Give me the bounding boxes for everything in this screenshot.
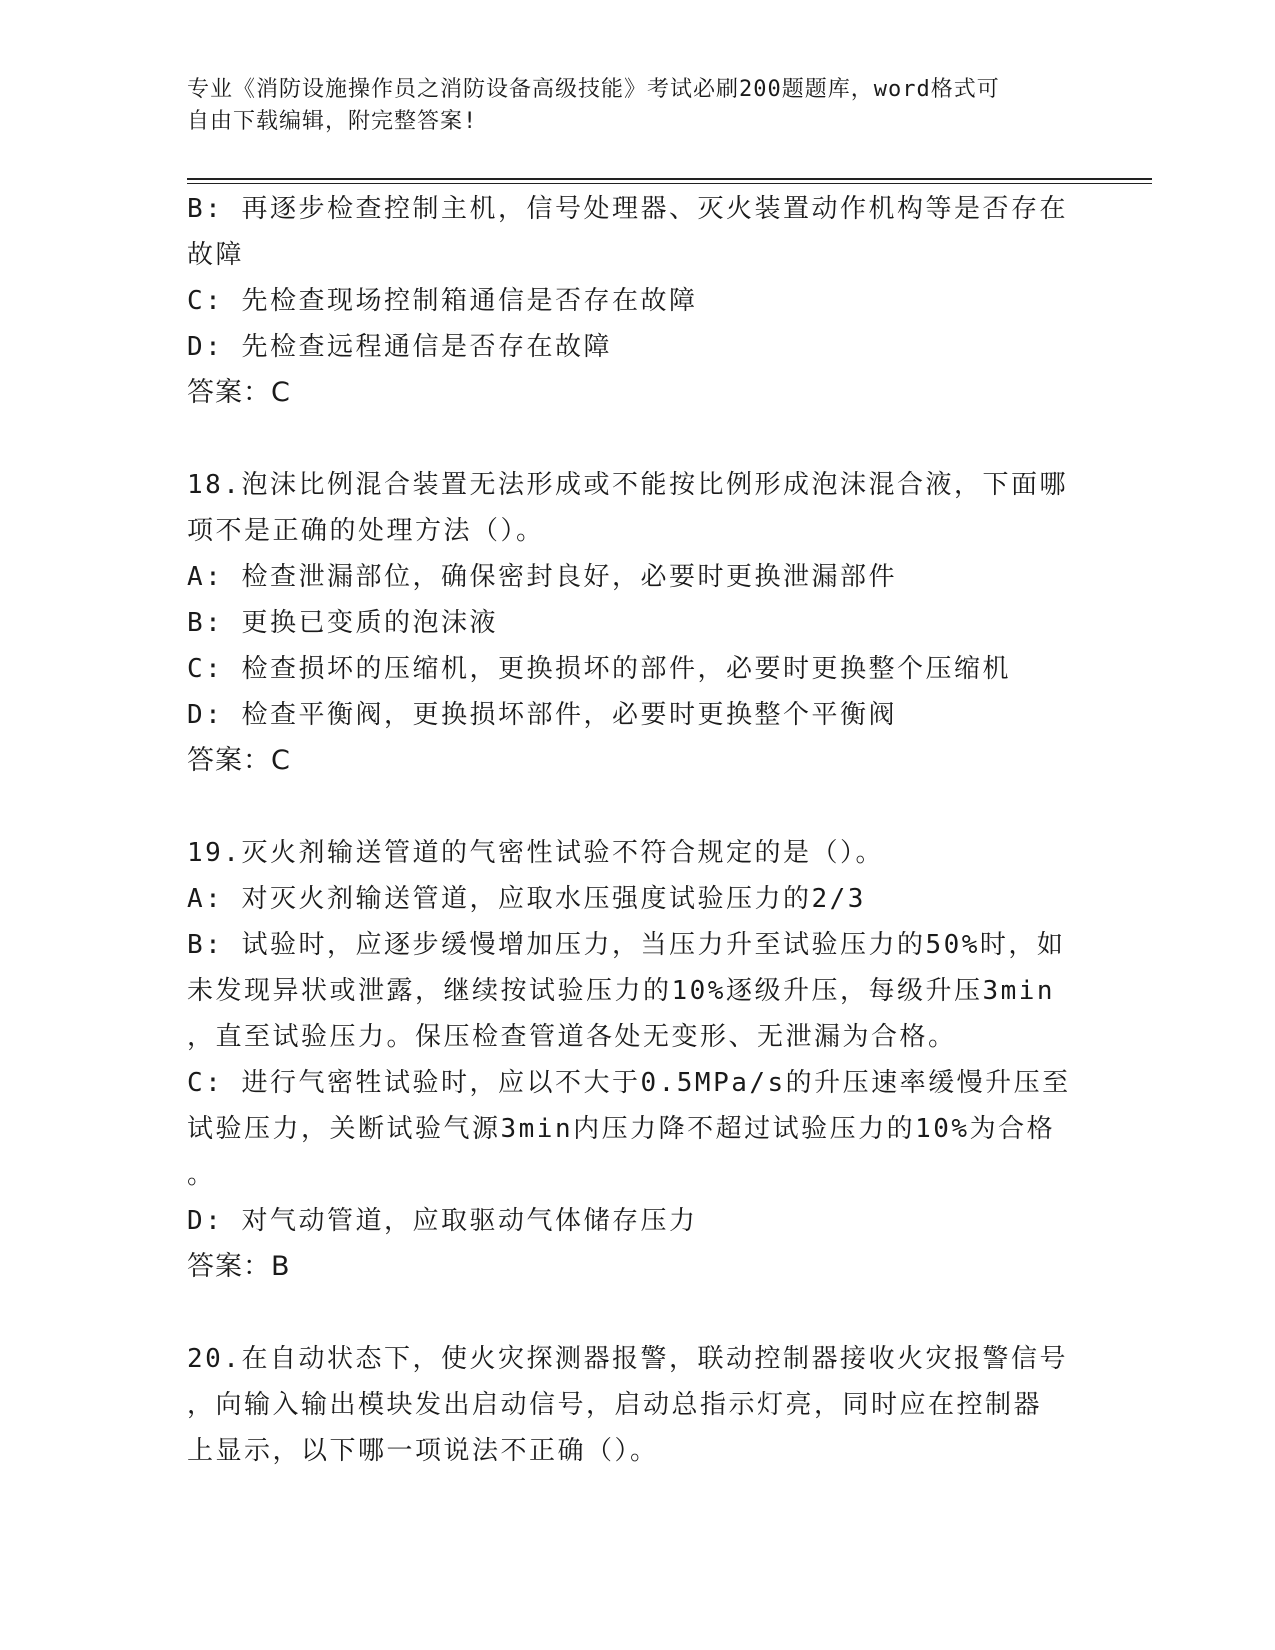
option-b-line: ，直至试验压力。保压检查管道各处无变形、无泄漏为合格。 [187,1022,957,1052]
question-stem-line: 项不是正确的处理方法（）。 [187,516,545,546]
answer: 答案：C [187,745,291,776]
question-20 [187,1336,1087,1474]
header-line-2: 自由下载编辑，附完整答案! [187,109,478,134]
question-stem-line: 20.在自动状态下，使火灾探测器报警，联动控制器接收火灾报警信号 [187,1344,1068,1374]
spacer [187,416,1087,462]
option-b-line: B: 试验时，应逐步缓慢增加压力，当压力升至试验压力的50%时，如 [187,930,1066,960]
option-b-line: 未发现异状或泄露，继续按试验压力的10%逐级升压，每级升压3min [187,976,1056,1006]
answer: 答案：C [187,377,291,408]
question-19 [187,830,1087,1290]
option-a: A: 检查泄漏部位，确保密封良好，必要时更换泄漏部件 [187,562,897,592]
option-c-line: 。 [187,1160,216,1190]
question-18 [187,462,1087,784]
option-c: C: 先检查现场控制箱通信是否存在故障 [187,286,698,316]
header-divider-thick [187,178,1152,180]
question-17 [187,186,1087,416]
answer: 答案：B [187,1251,291,1282]
spacer [187,784,1087,830]
question-stem-line: 上显示，以下哪一项说法不正确（）。 [187,1436,659,1466]
question-stem-line: 18.泡沫比例混合装置无法形成或不能按比例形成泡沫混合液，下面哪 [187,470,1068,500]
header-line-1: 专业《消防设施操作员之消防设备高级技能》考试必刷200题题库，word格式可 [187,77,1000,102]
document-body [187,186,1087,1474]
header-divider-thin [187,183,1152,184]
option-c-line: C: 进行气密牲试验时，应以不大于0.5MPa/s的升压速率缓慢升压至 [187,1068,1071,1098]
option-d: D: 检查平衡阀，更换损坏部件，必要时更换整个平衡阀 [187,700,897,730]
option-c-line: 试验压力，关断试验气源3min内压力降不超过试验压力的10%为合格 [187,1114,1056,1144]
option-d: D: 对气动管道，应取驱动气体储存压力 [187,1206,698,1236]
spacer [187,1290,1087,1336]
question-stem: 19.灭火剂输送管道的气密性试验不符合规定的是（）。 [187,838,884,868]
option-a: A: 对灭火剂输送管道，应取水压强度试验压力的2/3 [187,884,866,914]
question-stem-line: ，向输入输出模块发出启动信号，启动总指示灯亮，同时应在控制器 [187,1390,1043,1420]
option-b-line: B: 再逐步检查控制主机，信号处理器、灭火装置动作机构等是否存在 [187,194,1068,224]
option-b-line: 故障 [187,240,245,270]
document-header [187,74,1067,138]
option-b: B: 更换已变质的泡沫液 [187,608,498,638]
option-d: D: 先检查远程通信是否存在故障 [187,332,612,362]
option-c: C: 检查损坏的压缩机，更换损坏的部件，必要时更换整个压缩机 [187,654,1011,684]
